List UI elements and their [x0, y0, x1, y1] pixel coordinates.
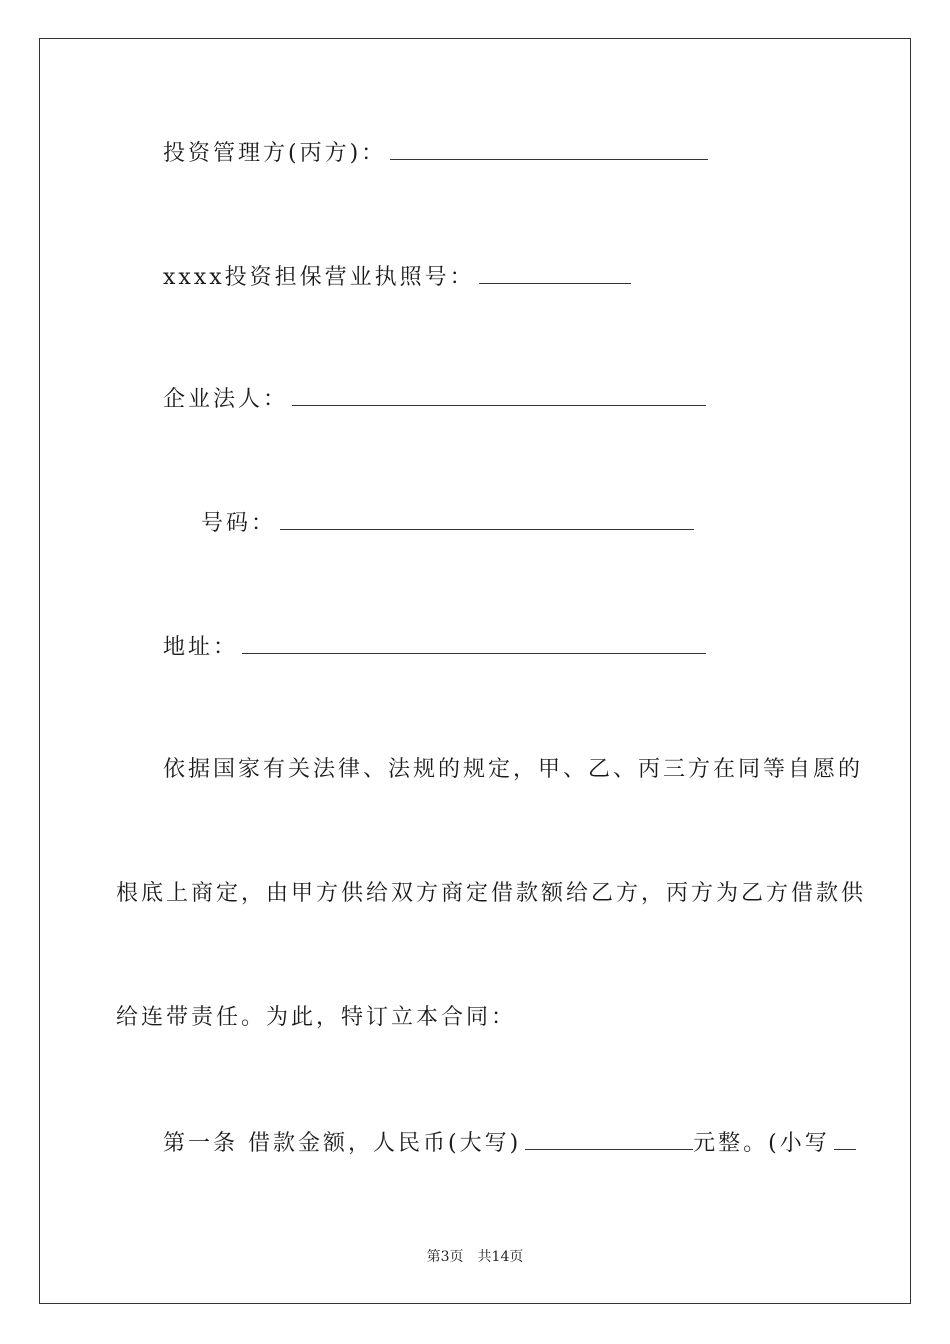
paragraph-line-3: 给连带责任。为此，特订立本合同：	[116, 1005, 517, 1030]
investment-manager-row	[163, 137, 708, 169]
phone-label: 号码：	[201, 511, 277, 536]
business-license-label: xxxx投资担保营业执照号：	[163, 265, 475, 290]
legal-person-label: 企业法人：	[163, 387, 289, 412]
legal-person-blank[interactable]	[292, 383, 706, 406]
phone-row	[201, 507, 694, 539]
article-1-suffix: 元整。(小写	[693, 1131, 830, 1156]
page-current: 第3页	[426, 1249, 464, 1265]
paragraph-line-1: 依据国家有关法律、法规的规定，甲、乙、丙三方在同等自愿的	[163, 757, 864, 782]
phone-blank[interactable]	[280, 507, 694, 530]
legal-person-row	[163, 383, 706, 415]
amount-uppercase-blank[interactable]	[525, 1127, 693, 1150]
amount-lowercase-blank[interactable]	[834, 1127, 856, 1150]
address-row	[163, 631, 706, 663]
investment-manager-label: 投资管理方(丙方)：	[163, 141, 387, 166]
paragraph-line-2: 根底上商定，由甲方供给双方商定借款额给乙方，丙方为乙方借款供	[116, 881, 867, 906]
page-border	[39, 38, 911, 1304]
page-footer	[0, 1247, 950, 1267]
article-1-row	[163, 1127, 856, 1159]
address-label: 地址：	[163, 635, 239, 660]
article-1-prefix: 第一条 借款金额，人民币(大写)	[163, 1131, 522, 1156]
business-license-row	[163, 261, 631, 293]
address-blank[interactable]	[242, 631, 706, 654]
page-total: 共14页	[477, 1249, 524, 1265]
business-license-blank[interactable]	[479, 261, 631, 284]
investment-manager-blank[interactable]	[390, 137, 708, 160]
